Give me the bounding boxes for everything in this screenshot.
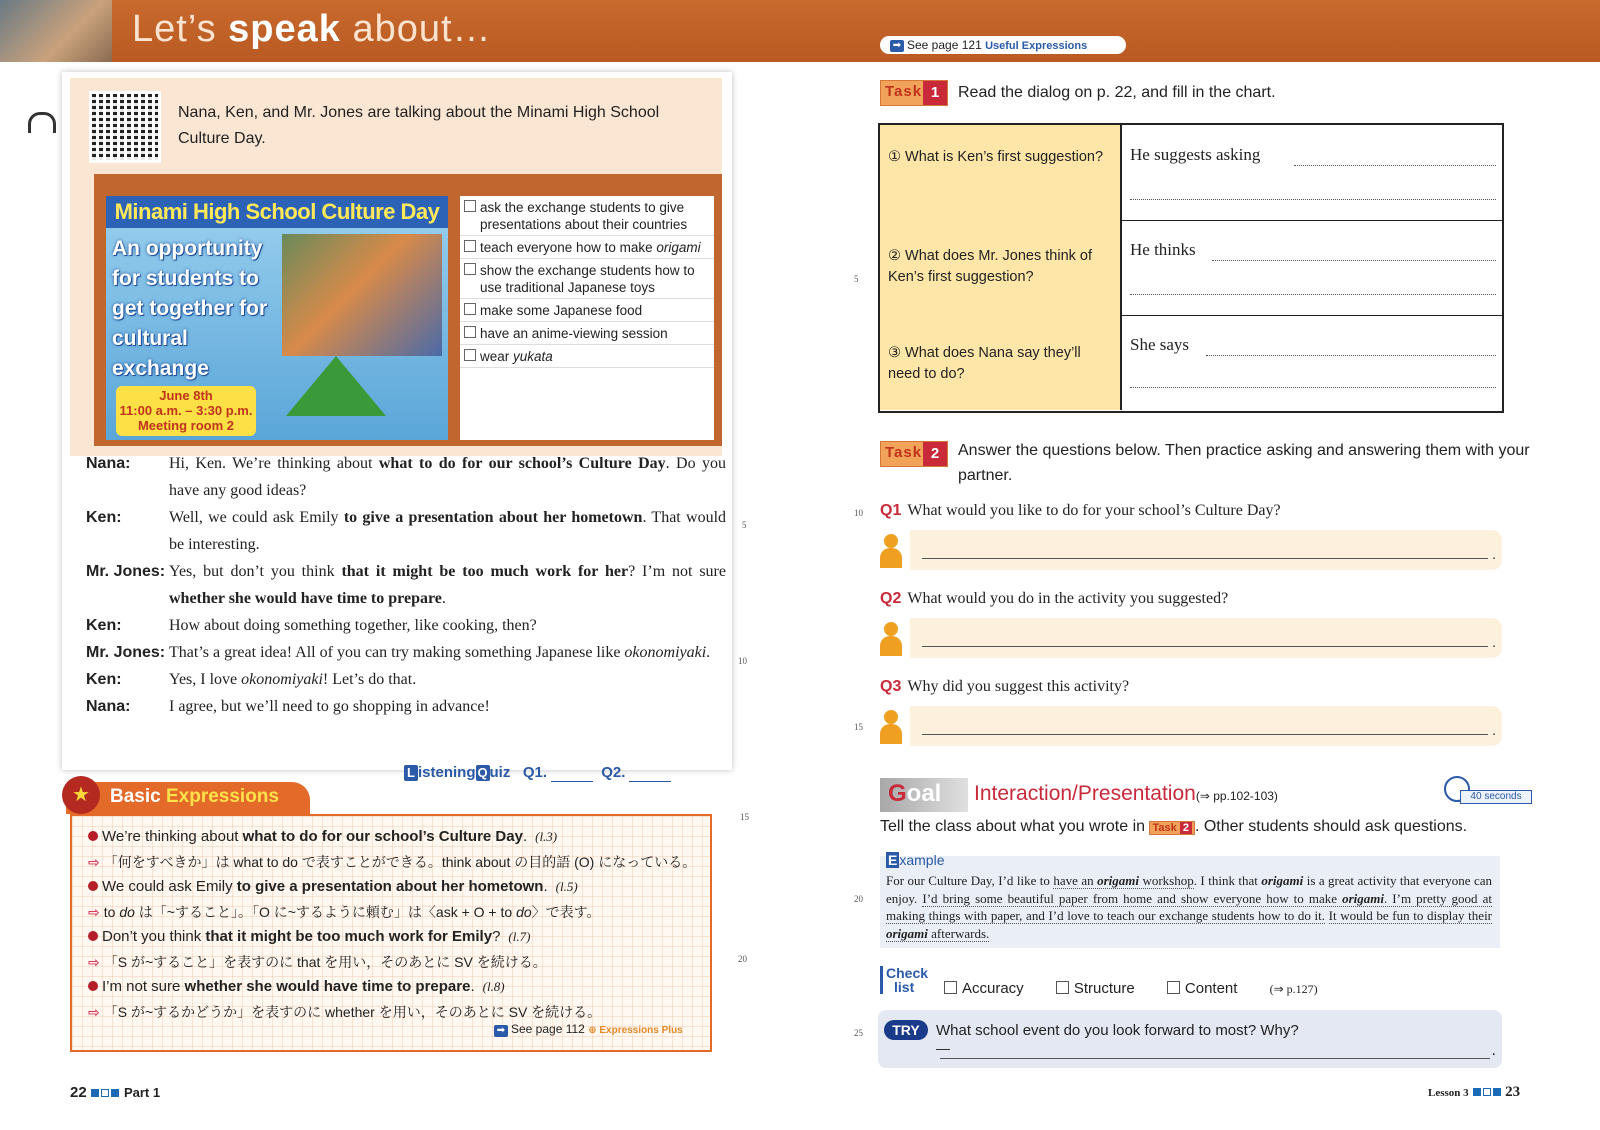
page-header xyxy=(0,0,1600,62)
try-box: TRY What school event do you look forward to most? Why? — . xyxy=(878,1010,1502,1068)
checklist-label: Check list xyxy=(880,966,928,994)
checkbox-icon[interactable] xyxy=(1056,981,1069,994)
answer-line[interactable] xyxy=(1206,355,1496,356)
answer-box-2[interactable]: . xyxy=(910,618,1502,658)
page-number-left: 22 Part 1 xyxy=(70,1084,161,1101)
arrow-right-icon: ➡ xyxy=(494,1025,508,1037)
headphones-icon[interactable] xyxy=(28,112,56,133)
checklist-accuracy[interactable]: Accuracy xyxy=(944,980,1038,997)
checkbox-icon[interactable] xyxy=(464,303,476,315)
expressions-plus-label: ⊕ Expressions Plus xyxy=(588,1025,683,1036)
activity-options xyxy=(460,196,714,440)
answer-line[interactable] xyxy=(1212,260,1496,261)
answer-box-3[interactable]: . xyxy=(910,706,1502,746)
quiz-answer-blank[interactable] xyxy=(629,764,671,782)
dialog-line: Mr. Jones: That’s a great idea! All of you can try making something Japanese like okonomiyaki. xyxy=(86,644,711,661)
origami-crane-icon xyxy=(286,356,386,416)
qr-code-icon[interactable] xyxy=(92,94,158,160)
answer-line[interactable] xyxy=(1130,387,1496,388)
expression-item: We could ask Emily to give a presentation about her hometown. (l.5) xyxy=(88,878,578,895)
task-2-tag: Task 2 xyxy=(880,441,948,467)
dialog-line: Nana: Hi, Ken. We’re thinking about what to do for our school’s Culture Day. Do you have any good ideas? xyxy=(86,455,726,499)
question-2: Q2 What would you do in the activity you suggested? xyxy=(880,590,1229,607)
line-number: 5 xyxy=(854,274,859,284)
option-item[interactable]: teach everyone how to make origami xyxy=(460,236,714,259)
quiz-answer-blank[interactable] xyxy=(551,764,593,782)
poster-left xyxy=(106,196,448,440)
answer-box-1[interactable]: . xyxy=(910,530,1502,570)
try-badge: TRY xyxy=(884,1020,928,1040)
task-1-instruction: Read the dialog on p. 22, and fill in the chart. xyxy=(958,84,1276,101)
option-item[interactable]: have an anime-viewing session xyxy=(460,322,714,345)
star-icon: ★ xyxy=(62,776,100,814)
option-item[interactable]: wear yukata xyxy=(460,345,714,368)
expression-item: We’re thinking about what to do for our school’s Culture Day. (l.3) xyxy=(88,828,557,845)
try-answer-line[interactable] xyxy=(940,1058,1490,1059)
line-number: 15 xyxy=(740,812,749,822)
line-number: 20 xyxy=(854,894,863,904)
basic-expressions-box xyxy=(70,814,712,1052)
line-number: 10 xyxy=(738,656,747,666)
expression-note: ⇨ 「S が~すること」を表すのに that を用い，そのあとに SV を続ける。 xyxy=(88,954,547,970)
dialog-line: Ken: Yes, I love okonomiyaki! Let’s do that. xyxy=(86,671,417,688)
dialog-line: Ken: Well, we could ask Emily to give a presentation about her hometown. That would be interesting. xyxy=(86,509,727,553)
line-number: 25 xyxy=(854,1028,863,1038)
checklist-structure[interactable]: Structure xyxy=(1056,980,1149,997)
line-number: 20 xyxy=(738,954,747,964)
expression-note: ⇨ 「何をすべきか」は what to do で表すことができる。think about の目的語 (O) になっている。 xyxy=(88,854,697,870)
person-icon xyxy=(880,710,902,744)
task-2-instruction: Answer the questions below. Then practice asking and answering them with your partner. xyxy=(958,442,1530,484)
dialog-line: Ken: How about doing something together, like cooking, then? xyxy=(86,617,537,634)
option-item[interactable]: make some Japanese food xyxy=(460,299,714,322)
page-number-right: Lesson 3 23 xyxy=(1428,1084,1521,1100)
dialog-line: Nana: I agree, but we’ll need to go shopping in advance! xyxy=(86,698,490,715)
checklist-content[interactable]: Content xyxy=(1167,980,1252,997)
person-icon xyxy=(880,534,902,568)
poster-title: Minami High School Culture Day xyxy=(106,196,448,228)
answer-line[interactable] xyxy=(1130,199,1496,200)
task-1-tag: Task 1 xyxy=(880,80,948,106)
chart-row: ① What is Ken’s first suggestion? He suggests asking xyxy=(880,125,1502,221)
page-title: Let’s speak about… xyxy=(132,8,492,50)
arrow-right-icon: ➡ xyxy=(890,40,904,52)
card-top xyxy=(70,78,722,456)
expression-note: ⇨ 「S が~するかどうか」を表すのに whether を用い，そのあとに SV を続ける。 xyxy=(88,1004,602,1020)
dialog-card xyxy=(62,72,732,770)
culture-day-poster xyxy=(94,174,722,446)
question-1: Q1 What would you like to do for your school’s Culture Day? xyxy=(880,502,1281,519)
expression-item: Don’t you think that it might be too much work for Emily? (l.7) xyxy=(88,928,530,945)
chart-row: ③ What does Nana say they’ll need to do? She says xyxy=(880,315,1502,410)
goal-label: Goal xyxy=(880,778,968,812)
header-photo xyxy=(0,0,112,62)
option-item[interactable]: ask the exchange students to give presentations about their countries xyxy=(460,196,714,236)
person-icon xyxy=(880,622,902,656)
answer-line[interactable] xyxy=(1130,294,1496,295)
task-1-chart xyxy=(878,123,1504,413)
checkbox-icon[interactable] xyxy=(464,326,476,338)
goal-title: Interaction/Presentation(⇒ pp.102-103) xyxy=(974,782,1278,805)
expression-item: I’m not sure whether she would have time to prepare. (l.8) xyxy=(88,978,505,995)
checkbox-icon[interactable] xyxy=(464,240,476,252)
students-photo xyxy=(282,234,442,356)
checklist-items: Accuracy Structure Content (⇒ p.127) xyxy=(944,980,1318,997)
checkbox-icon[interactable] xyxy=(464,263,476,275)
intro-text: Nana, Ken, and Mr. Jones are talking about the Minami High School Culture Day. xyxy=(178,104,660,147)
checkbox-icon[interactable] xyxy=(1167,981,1180,994)
dialog xyxy=(86,450,726,720)
answer-line[interactable] xyxy=(1294,165,1496,166)
line-number: 15 xyxy=(854,722,863,732)
basic-expressions-tab: ★ Basic Expressions xyxy=(66,782,310,814)
checkbox-icon[interactable] xyxy=(464,349,476,361)
chart-row: ② What does Mr. Jones think of Ken’s first suggestion? He thinks xyxy=(880,220,1502,316)
line-number: 5 xyxy=(742,520,747,530)
poster-date: June 8th 11:00 a.m. – 3:30 p.m. Meeting room 2 xyxy=(116,386,256,436)
example-box xyxy=(880,852,1500,948)
option-item[interactable]: show the exchange students how to use traditional Japanese toys xyxy=(460,259,714,299)
see-page-112-link[interactable]: ➡ See page 112 ⊕ Expressions Plus xyxy=(494,1022,683,1037)
timer: 40 seconds xyxy=(1444,776,1532,802)
question-3: Q3 Why did you suggest this activity? xyxy=(880,678,1130,695)
listening-quiz: L istening Q uiz Q1. Q2. xyxy=(404,764,675,782)
see-page-link[interactable]: ➡ See page 121 Useful Expressions xyxy=(880,36,1126,54)
example-text: For our Culture Day, I’d like to have an origami workshop. I think that origami is a great activity that everyone can enjoy. I’d bring some beautiful paper from home and show everyone how to make origami. I’m pretty good at making things with paper, and I’d love to teach our exchange students how to do it. It would be fun to display their origami afterwards. xyxy=(886,873,1493,941)
try-question: What school event do you look forward to most? Why? xyxy=(936,1022,1299,1039)
goal-instruction: Tell the class about what you wrote in Task 2 . Other students should ask questions. xyxy=(880,818,1468,835)
checkbox-icon[interactable] xyxy=(944,981,957,994)
dialog-line: Mr. Jones: Yes, but don’t you think that it might be too much work for her? I’m not sure whether she would have time to prepare. xyxy=(86,563,726,607)
expression-note: ⇨ to do は「~すること」。「O に~するように頼む」は〈ask + O + to do〉で表す。 xyxy=(88,904,601,920)
poster-slogan: An opportunity for students to get together for cultural exchange xyxy=(112,237,268,380)
example-label: E xample xyxy=(888,852,945,868)
line-number: 10 xyxy=(854,508,863,518)
checkbox-icon[interactable] xyxy=(464,200,476,212)
